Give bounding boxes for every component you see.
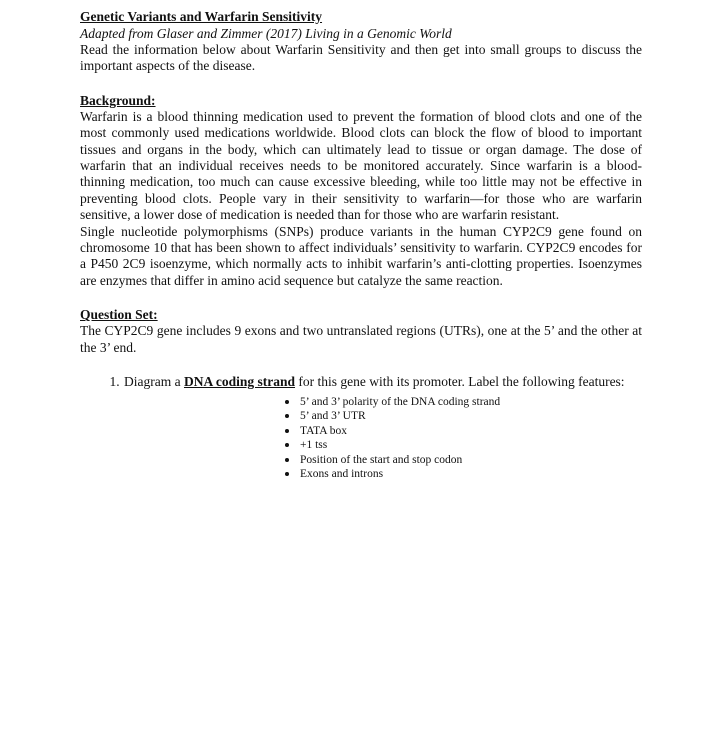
question-list	[80, 374, 642, 482]
feature-item: +1 tss	[284, 438, 642, 453]
question-1-suffix: for this gene with its promoter. Label the following features:	[295, 374, 625, 390]
question-1-term: DNA coding strand	[183, 374, 296, 390]
feature-item: Position of the start and stop codon	[284, 453, 642, 468]
feature-item: TATA box	[284, 424, 642, 439]
feature-item: 5’ and 3’ UTR	[284, 409, 642, 424]
feature-item: Exons and introns	[284, 467, 642, 482]
feature-list	[284, 395, 642, 483]
document-content	[80, 9, 642, 482]
background-heading: Background:	[80, 92, 156, 108]
background-paragraph-snps: Single nucleotide polymorphisms (SNPs) produce variants in the human CYP2C9 gene found on chromosome 10 that has been shown to affect individuals’ sensitivity to warfarin. CYP2C9 encodes for a P450 2C9 isoenzyme, which normally acts to inhibit warfarin’s anti-clotting properties. Isoenzymes are enzymes that differ in amino acid sequence but catalyze the same reaction.	[80, 223, 642, 288]
feature-item: 5’ and 3’ polarity of the DNA coding strand	[284, 395, 642, 410]
document-title: Genetic Variants and Warfarin Sensitivity	[80, 9, 323, 24]
question-set-heading: Question Set:	[80, 307, 158, 323]
intro-paragraph: Read the information below about Warfarin Sensitivity and then get into small groups to discuss the important aspects of the disease.	[80, 42, 642, 74]
question-1	[123, 374, 642, 482]
background-paragraph-warfarin: Warfarin is a blood thinning medication used to prevent the formation of blood clots and one of the most commonly used medications worldwide. Blood clots can block the flow of blood to important tissues and organs in the body, which can ultimately lead to tissue or organ damage. The dose of warfarin that an individual receives needs to be monitored accurately. Since warfarin is a blood-thinning medication, too much can cause excessive bleeding, while too little may not be effective in preventing blood clots. People vary in their sensitivity to warfarin—for those who are warfarin sensitive, a lower dose of medication is needed than for those who are warfarin resistant.	[80, 108, 642, 223]
document-subtitle: Adapted from Glaser and Zimmer (2017) Living in a Genomic World	[80, 26, 452, 41]
gene-description-paragraph: The CYP2C9 gene includes 9 exons and two untranslated regions (UTRs), one at the 5’ and the other at the 3’ end.	[80, 323, 642, 355]
question-1-prefix: Diagram a	[124, 374, 184, 390]
